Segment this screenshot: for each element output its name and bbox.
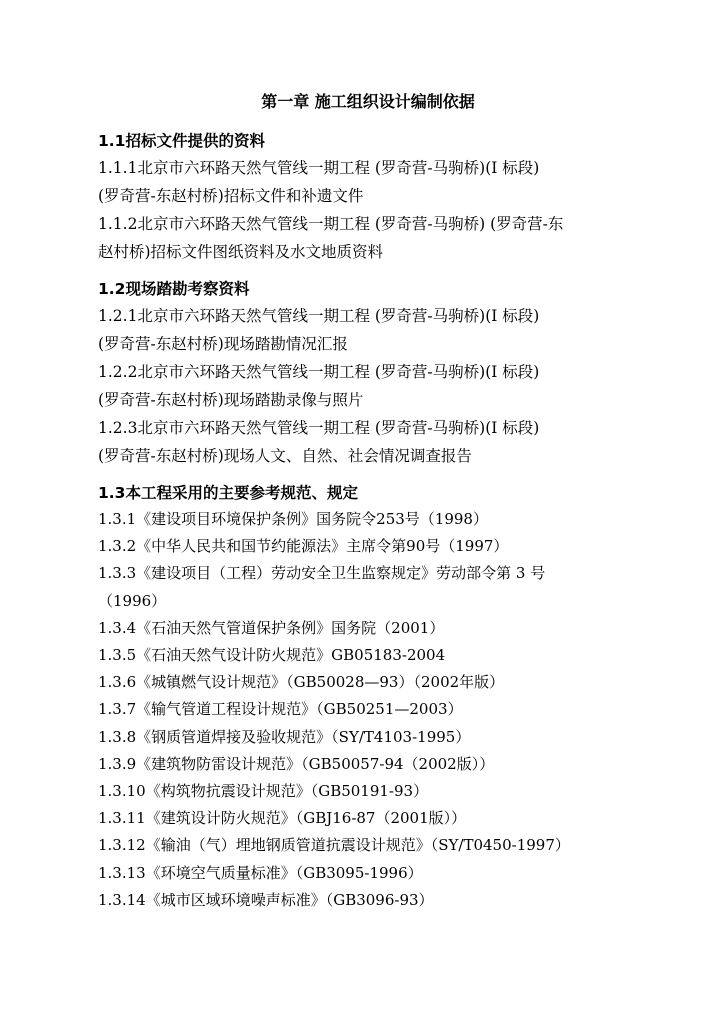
- reference-item: 1.3.12《输油（气）埋地钢质管道抗震设计规范》（SY/T0450-1997）: [98, 836, 570, 855]
- section-heading: 1.3本工程采用的主要参考规范、规定: [98, 484, 358, 502]
- text-line: 赵村桥)招标文件图纸资料及水文地质资料: [98, 243, 384, 261]
- text-line: 1.2.1北京市六环路天然气管线一期工程 (罗奇营-马驹桥)(Ⅰ 标段): [98, 307, 540, 325]
- text-line: 1.2.2北京市六环路天然气管线一期工程 (罗奇营-马驹桥)(Ⅰ 标段): [98, 363, 540, 381]
- reference-item: 1.3.1《建设项目环境保护条例》国务院令253号（1998）: [98, 510, 488, 528]
- document-page: [98, 88, 638, 914]
- reference-item: 1.3.10《构筑物抗震设计规范》（GB50191-93）: [98, 782, 429, 801]
- reference-item: 1.3.7《输气管道工程设计规范》（GB50251—2003）: [98, 700, 463, 719]
- reference-item: 1.3.6《城镇燃气设计规范》（GB50028—93）（2002年版）: [98, 673, 505, 692]
- section-heading: 1.2现场踏勘考察资料: [98, 280, 250, 298]
- reference-item: 1.3.13《环境空气质量标准》（GB3095-1996）: [98, 863, 423, 882]
- reference-item: 1.3.14《城市区域环境噪声标准》（GB3096-93）: [98, 890, 434, 909]
- section-gap: [98, 470, 638, 480]
- reference-item: 1.3.4《石油天然气管道保护条例》国务院（2001）: [98, 618, 445, 637]
- section-heading: 1.1招标文件提供的资料: [98, 132, 265, 150]
- text-line: (罗奇营-东赵村桥)现场人文、自然、社会情况调查报告: [98, 447, 472, 465]
- reference-item: （1996）: [98, 591, 167, 610]
- reference-item: 1.3.11《建筑设计防火规范》（GBJ16-87（2001版））: [98, 809, 467, 828]
- reference-item: 1.3.9《建筑物防雷设计规范》（GB50057-94（2002版））: [98, 754, 495, 773]
- text-line: 1.2.3北京市六环路天然气管线一期工程 (罗奇营-马驹桥)(Ⅰ 标段): [98, 419, 540, 437]
- text-line: 1.1.2北京市六环路天然气管线一期工程 (罗奇营-马驹桥) (罗奇营-东: [98, 215, 564, 233]
- section-gap: [98, 266, 638, 276]
- reference-item: 1.3.5《石油天然气设计防火规范》GB05183-2004: [98, 646, 446, 665]
- text-line: (罗奇营-东赵村桥)现场踏勘录像与照片: [98, 391, 364, 409]
- reference-item: 1.3.3《建设项目（工程）劳动安全卫生监察规定》劳动部令第 3 号: [98, 564, 546, 583]
- reference-item: 1.3.2《中华人民共和国节约能源法》主席令第90号（1997）: [98, 537, 509, 556]
- chapter-title: 第一章 施工组织设计编制依据: [261, 92, 475, 111]
- text-line: (罗奇营-东赵村桥)现场踏勘情况汇报: [98, 335, 348, 353]
- text-line: (罗奇营-东赵村桥)招标文件和补遗文件: [98, 187, 364, 205]
- reference-item: 1.3.8《钢质管道焊接及验收规范》（SY/T4103-1995）: [98, 727, 471, 746]
- section-1-3: [98, 480, 638, 914]
- section-1-1: [98, 128, 638, 266]
- text-line: 1.1.1北京市六环路天然气管线一期工程 (罗奇营-马驹桥)(Ⅰ 标段): [98, 159, 540, 177]
- section-1-2: [98, 276, 638, 470]
